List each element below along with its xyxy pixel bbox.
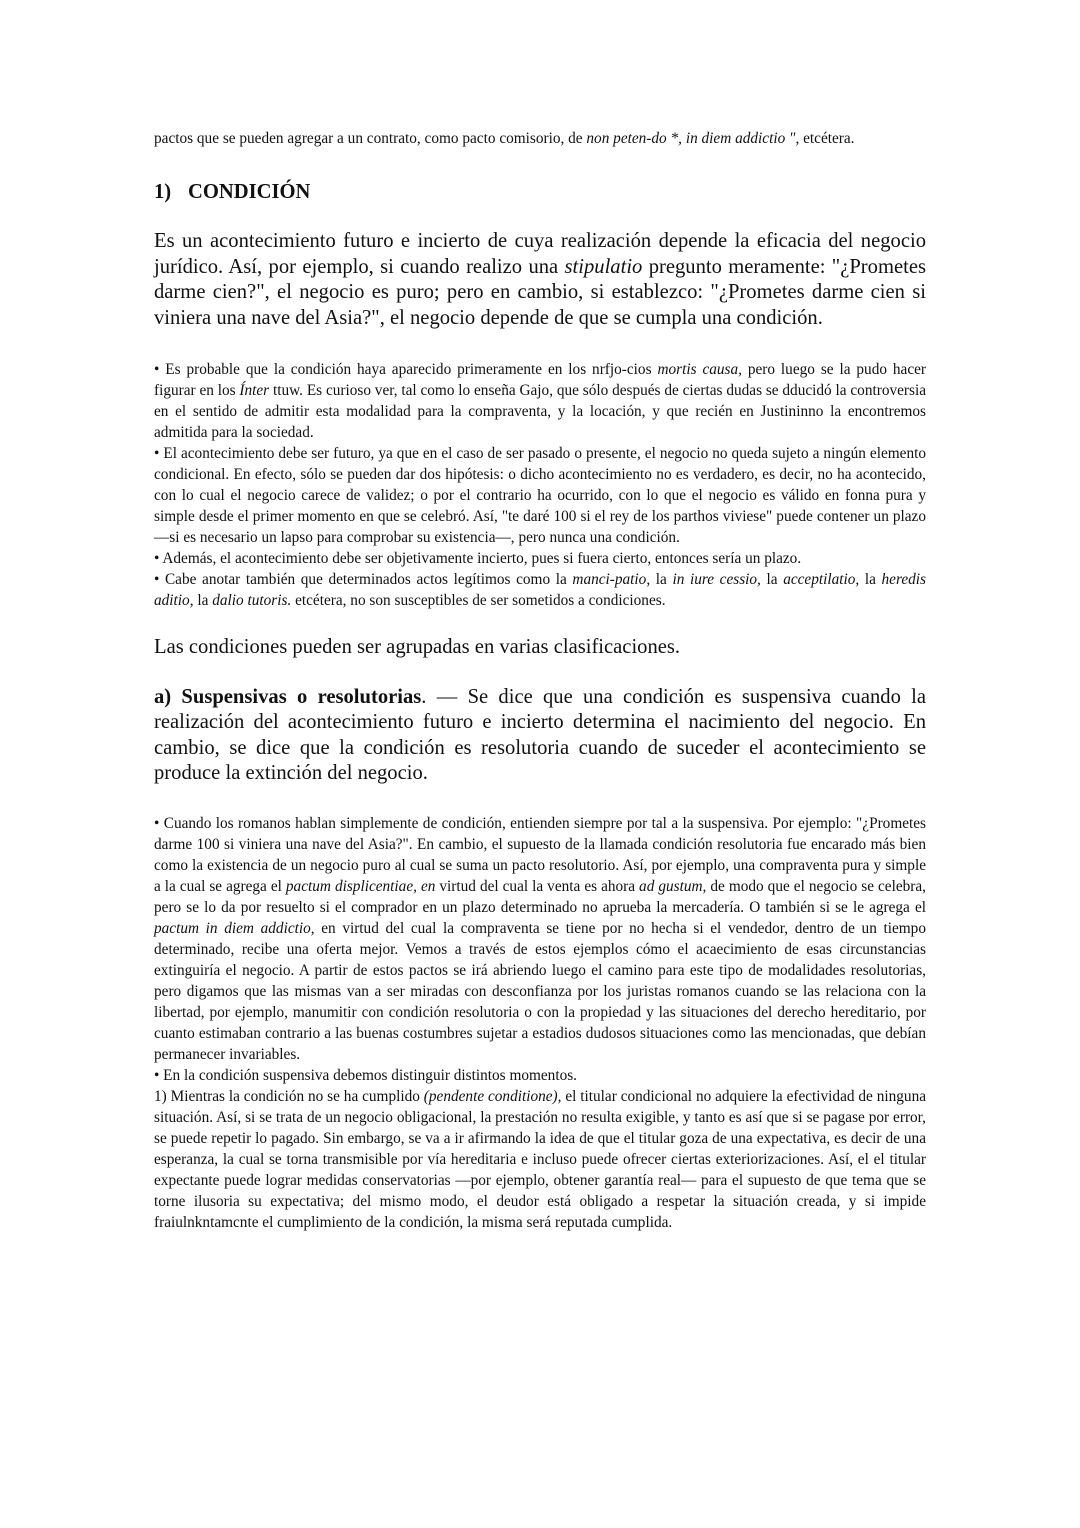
note-acts-i4: heredis aditio,	[154, 571, 926, 609]
note-origin-t2: pero luego se la pudo hacer figurar en los	[154, 361, 926, 399]
note-origin-t1: • Es probable que la condición haya aparecido primeramente en los nrfjo-cios	[154, 361, 658, 378]
note-res-t1: • Cuando los romanos hablan simplemente de condición, entienden siempre por tal a la suspensiva. Por ejemplo: "¿Prometes darme 100 si viniera una nave del Asia?". En cambio, el supuesto de la llamada condición resolutoria fue encarado más bien como la existencia de un negocio puro al cual se suma un pacto resolutorio. Así, por ejemplo, una compraventa pura y simple a la cual se agrega el	[154, 814, 926, 895]
subsection-a-paragraph	[154, 685, 926, 787]
note-legitimate-acts	[154, 569, 926, 611]
note-origin	[154, 359, 926, 443]
definition-paragraph	[154, 229, 926, 331]
note-pend-t1: 1) Mientras la condición no se ha cumplido	[154, 1087, 424, 1105]
note-acts-t2: la	[650, 571, 673, 588]
note-acts-t1: • Cabe anotar también que determinados actos legítimos como la	[154, 571, 573, 588]
note-uncertain: • Además, el acontecimiento debe ser objetivamente incierto, pues si fuera cierto, entonces sería un plazo.	[154, 550, 802, 567]
note-pend-i1: (pendente conditione),	[423, 1087, 562, 1105]
note-origin-i1: mortis causa,	[657, 361, 742, 378]
note-momentos: • En la condición suspensiva debemos distinguir distintos momentos.	[154, 1066, 578, 1084]
section-number: 1)	[154, 181, 172, 203]
intro-paragraph	[154, 128, 926, 149]
note-acts-i2: in iure cessio,	[672, 571, 761, 588]
note-res-t2: virtud del cual la venta es ahora	[435, 877, 640, 895]
note-acts-i5: dalio tutoris.	[212, 592, 292, 609]
note-res-i1: pactum displicentiae, en	[285, 877, 436, 895]
note-res-i3: pactum in diem addictio,	[154, 919, 315, 937]
note-res-t3: de modo que el negocio se celebra, pero se lo da por resuelto si el comprador en un plazo determinado no aprueba la mercadería. O también si se le agrega el	[154, 877, 926, 916]
note-origin-t3: ttuw. Es curioso ver, tal como lo enseña Gajo, que sólo después de ciertas dudas se dducidó la controversia en el sentido de admitir esta modalidad para la compraventa, y la locación, y que recién en Justininno la encontremos admitida para la sociedad.	[154, 382, 926, 441]
intro-text-a: pactos que se pueden agregar a un contrato, como pacto comisorio, de	[154, 130, 587, 147]
subsection-a-title: a) Suspensivas o resolutorias	[154, 685, 422, 708]
note-origin-i2: Ínter	[239, 382, 270, 399]
definition-text-b: pregunto meramente: "¿Prometes darme cien?", el negocio es puro; pero en cambio, si establezco: "¿Prometes darme cien si viniera una nave del Asia?", el negocio depende de que se cumpla una condición.	[154, 255, 926, 329]
section-title: CONDICIÓN	[188, 181, 311, 203]
note-acts-t6: etcétera, no son susceptibles de ser sometidos a condiciones.	[291, 592, 666, 609]
intro-text-b: etcétera.	[799, 130, 855, 147]
note-acts-t5: la	[193, 592, 213, 609]
notes-block-1	[154, 359, 926, 611]
note-resolutoria	[154, 813, 926, 1065]
intro-italic-a: non peten-do *, in diem addictio ",	[586, 130, 800, 147]
note-res-t4: en virtud del cual la compraventa se tiene por no hecha si el vendedor, dentro de un tiempo determinado, recibe una oferta mejor. Vemos a través de estos ejemplos cómo el acaecimiento de esas circunstancias extinguiría el negocio. A partir de estos pactos se irá abriendo luego el camino para este tipo de modalidades resolutorias, pero digamos que las mismas van a ser miradas con desconfianza por los juristas romanos cuando se las relaciona con la libertad, por ejemplo, manumitir con condición resolutoria o con la propiedad y las situaciones del derecho hereditario, por cuanto estimaban contrario a las buenas costumbres sujetar a estadios dudosos situaciones como las mencionadas, que debían permanecer invariables.	[154, 919, 926, 1063]
note-acts-i3: acceptilatio,	[783, 571, 860, 588]
definition-italic-a: stipulatio	[564, 255, 643, 278]
note-acts-i1: manci-patio,	[572, 571, 651, 588]
note-acts-t4: la	[859, 571, 882, 588]
classification-paragraph: Las condiciones pueden ser agrupadas en varias clasificaciones.	[154, 636, 681, 658]
subsection-a-text: . — Se dice que una condición es suspensiva cuando la realización del acontecimiento futuro e incierto determina el nacimiento del negocio. En cambio, se dice que la condición es resolutoria cuando de suceder el acontecimiento se produce la extinción del negocio.	[154, 685, 927, 784]
note-acts-t3: la	[760, 571, 784, 588]
note-pend-t2: el titular condicional no adquiere la efectividad de ninguna situación. Así, si se trata de un negocio obligacional, la prestación no resulta exigible, y tanto es así que si se pagase por error, se puede repetir lo pagado. Sin embargo, se va a ir afirmando la idea de que el titular goza de una expectativa, es decir de una esperanza, la cual se torna transmisible por vía hereditaria e incluso puede ofrecer ciertas exteriorizaciones. Así, el el titular expectante puede lograr medidas conservatorias —por ejemplo, obtener garantía real— para el supuesto de que tema que se torne ilusoria su expectativa; del mismo modo, el deudor está obligado a respetar la situación creada, y si impide fraiulnkntamcnte el cumplimiento de la condición, la misma será reputada cumplida.	[154, 1087, 927, 1231]
notes-block-2	[154, 813, 926, 1233]
section-heading-condicion	[154, 179, 926, 205]
note-future: • El acontecimiento debe ser futuro, ya que en el caso de ser pasado o presente, el negocio no queda sujeto a ningún elemento condicional. En efecto, sólo se pueden dar dos hipótesis: o dicho acontecimiento no es verdadero, es decir, no ha acontecido, con lo cual el negocio carece de validez; o por el contrario ha ocurrido, con lo que el negocio es válido en fonna pura y simple desde el primer momento en que se celebró. Así, "te daré 100 si el rey de los parthos viviese" puede contener un plazo —si es necesario un lapso para comprobar su existencia—, pero nunca una condición.	[154, 445, 926, 546]
note-res-i2: ad gustum,	[639, 877, 707, 895]
definition-text-a: Es un acontecimiento futuro e incierto de cuya realización depende la eficacia del negocio jurídico. Así, por ejemplo, si cuando realizo una	[154, 230, 926, 278]
document-page	[154, 128, 926, 1233]
note-pendente	[154, 1086, 926, 1233]
